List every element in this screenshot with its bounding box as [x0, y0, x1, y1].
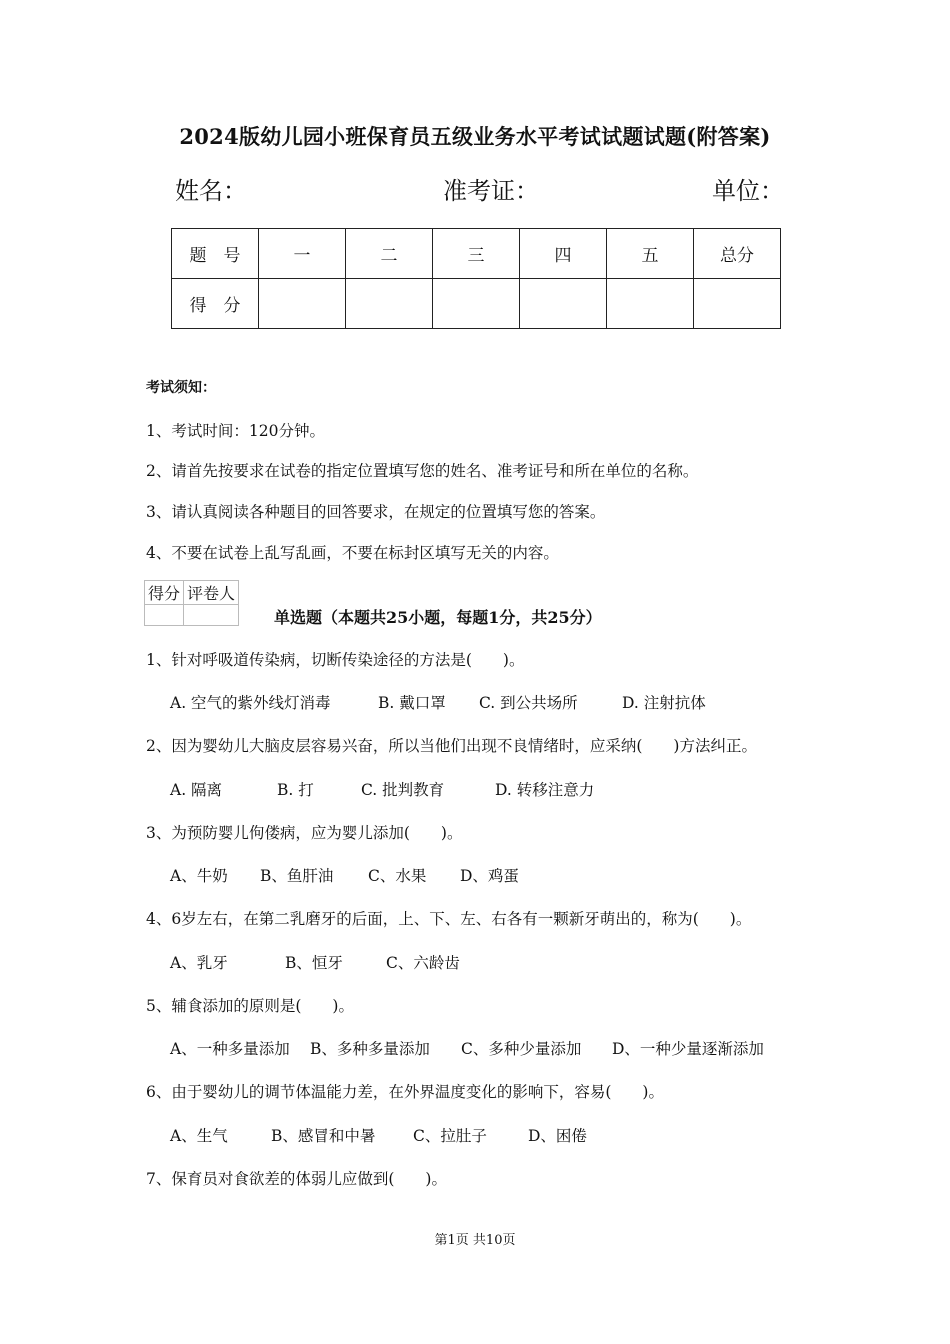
score-table-score-row	[172, 279, 781, 329]
option[interactable]: C、水果	[368, 867, 427, 885]
score-cell: 总分	[694, 229, 781, 279]
option[interactable]: B、恒牙	[285, 954, 343, 972]
grader-name-label: 评卷人	[184, 581, 239, 605]
exam-number-label: 准考证：	[443, 177, 539, 205]
score-table-header-row	[172, 229, 781, 279]
option[interactable]: B、鱼肝油	[260, 867, 334, 885]
question-text: 6、由于婴幼儿的调节体温能力差，在外界温度变化的影响下，容易( )。	[146, 1083, 664, 1101]
notice-heading: 考试须知：	[146, 380, 216, 396]
option[interactable]: A. 隔离	[170, 781, 223, 799]
question-options	[170, 1037, 764, 1059]
notice-item: 1、考试时间：120分钟。	[146, 422, 325, 440]
grader-table	[144, 580, 239, 626]
score-cell: 四	[520, 229, 607, 279]
score-table	[171, 228, 781, 329]
option[interactable]: B. 打	[277, 781, 314, 799]
score-input-cell[interactable]	[433, 279, 520, 329]
question-options	[170, 1124, 587, 1146]
option[interactable]: D. 注射抗体	[622, 694, 706, 712]
question-text: 7、保育员对食欲差的体弱儿应做到( )。	[146, 1170, 447, 1188]
question-text: 1、针对呼吸道传染病，切断传染途径的方法是( )。	[146, 651, 525, 669]
score-input-cell[interactable]	[346, 279, 433, 329]
question-options	[170, 691, 706, 713]
question-options	[170, 778, 594, 800]
score-input-cell[interactable]	[694, 279, 781, 329]
score-input-cell[interactable]	[607, 279, 694, 329]
option[interactable]: A、一种多量添加	[170, 1040, 290, 1058]
option[interactable]: C、拉肚子	[413, 1127, 487, 1145]
score-cell: 一	[259, 229, 346, 279]
question-text: 4、6岁左右，在第二乳磨牙的后面，上、下、左、右各有一颗新牙萌出的，称为( )。	[146, 910, 752, 928]
grader-score-label: 得分	[145, 581, 184, 605]
option[interactable]: C、六龄齿	[386, 954, 460, 972]
score-cell: 得 分	[172, 279, 259, 329]
name-label: 姓名：	[175, 177, 247, 205]
unit-label: 单位：	[712, 177, 784, 205]
page-footer: 第1页 共10页	[434, 1233, 516, 1248]
score-cell: 三	[433, 229, 520, 279]
option[interactable]: D、困倦	[528, 1127, 587, 1145]
option[interactable]: D、鸡蛋	[460, 867, 519, 885]
grader-name-cell[interactable]	[184, 605, 239, 626]
score-cell: 五	[607, 229, 694, 279]
question-text: 5、辅食添加的原则是( )。	[146, 997, 354, 1015]
option[interactable]: D. 转移注意力	[495, 781, 595, 799]
option[interactable]: C、多种少量添加	[461, 1040, 582, 1058]
question-options	[170, 864, 519, 886]
question-text: 2、因为婴幼儿大脑皮层容易兴奋，所以当他们出现不良情绪时，应采纳( )方法纠正。	[146, 737, 757, 755]
question-text: 3、为预防婴儿佝偻病，应为婴儿添加( )。	[146, 824, 463, 842]
option[interactable]: A. 空气的紫外线灯消毒	[170, 694, 331, 712]
option[interactable]: B. 戴口罩	[378, 694, 446, 712]
grader-score-cell[interactable]	[145, 605, 184, 626]
option[interactable]: A、乳牙	[170, 954, 228, 972]
option[interactable]: D、一种少量逐渐添加	[612, 1040, 764, 1058]
notice-item: 2、请首先按要求在试卷的指定位置填写您的姓名、准考证号和所在单位的名称。	[146, 462, 699, 480]
notice-item: 4、不要在试卷上乱写乱画，不要在标封区填写无关的内容。	[146, 544, 559, 562]
option[interactable]: A、生气	[170, 1127, 228, 1145]
score-input-cell[interactable]	[259, 279, 346, 329]
score-cell: 题 号	[172, 229, 259, 279]
option[interactable]: A、牛奶	[170, 867, 228, 885]
option[interactable]: B、多种多量添加	[310, 1040, 430, 1058]
question-options	[170, 951, 460, 973]
score-cell: 二	[346, 229, 433, 279]
option[interactable]: B、感冒和中暑	[271, 1127, 376, 1145]
exam-title: 2024版幼儿园小班保育员五级业务水平考试试题试题(附答案)	[179, 124, 771, 149]
score-input-cell[interactable]	[520, 279, 607, 329]
option[interactable]: C. 批判教育	[361, 781, 445, 799]
notice-item: 3、请认真阅读各种题目的回答要求，在规定的位置填写您的答案。	[146, 503, 606, 521]
option[interactable]: C. 到公共场所	[479, 694, 578, 712]
section-title: 单选题（本题共25小题，每题1分，共25分）	[274, 608, 602, 627]
